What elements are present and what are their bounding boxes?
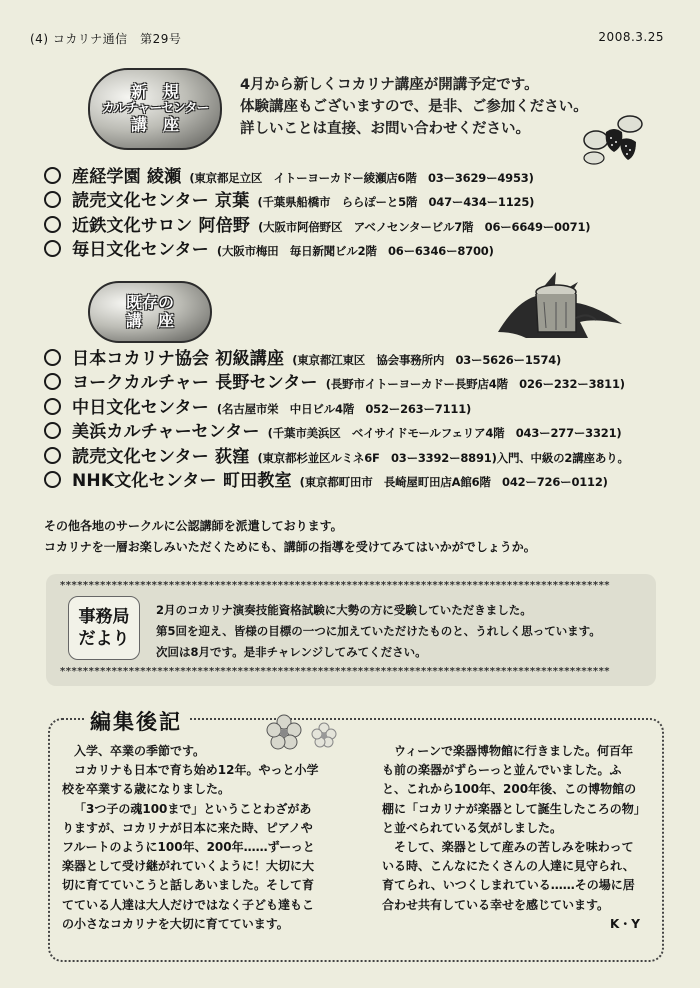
list-item	[44, 393, 629, 417]
course-detail: (千葉市美浜区 ベイサイドモールフェリア4階 043ー277ー3321)	[267, 426, 622, 441]
circle-bullet-icon	[44, 471, 61, 488]
course-name: ヨークカルチャー 長野センター	[72, 373, 318, 394]
intro-line: 体験講座もございますので、是非、ご参加ください。	[240, 99, 588, 115]
intro-line: 4月から新しくコカリナ講座が開講予定です。	[240, 77, 539, 93]
office-news-text	[156, 600, 601, 663]
intro-line: 詳しいことは直接、お問い合わせください。	[240, 121, 530, 137]
signature: K・Y	[610, 916, 640, 931]
news-line: 2月のコカリナ演奏技能資格試験に大勢の方に受験していただきました。	[156, 603, 532, 617]
course-name: 中日文化センター	[72, 397, 209, 418]
paragraph: 入学、卒業の季節です。	[74, 744, 206, 758]
circle-bullet-icon	[44, 167, 61, 184]
course-detail: (千葉県船橋市 ららぽーと5階 047ー434ー1125)	[257, 195, 535, 210]
badge-line: 事務局	[78, 607, 130, 627]
list-item	[44, 368, 629, 392]
circle-note	[44, 516, 536, 558]
course-detail: (東京都町田市 長崎屋町田店A館6階 042ー726ー0112)	[299, 474, 608, 489]
list-item	[44, 186, 590, 210]
editor-column-right	[382, 742, 640, 934]
strawberry-icon	[582, 112, 646, 168]
course-name: 美浜カルチャーセンター	[72, 422, 260, 443]
editor-column-left	[62, 742, 320, 934]
star-divider: ************************************************************************************************	[60, 666, 611, 677]
course-detail: (東京都杉並区ルミネ6F 03ー3392ー8891)入門、中級の2講座あり。	[257, 450, 629, 465]
circle-bullet-icon	[44, 373, 61, 390]
course-name: 毎日文化センター	[72, 240, 209, 261]
circle-bullet-icon	[44, 447, 61, 464]
circle-bullet-icon	[44, 398, 61, 415]
course-name: 産経学園 綾瀬	[72, 167, 182, 187]
star-divider: ************************************************************************************************	[60, 580, 611, 591]
note-line: その他各地のサークルに公認講師を派遣しております。	[44, 519, 343, 533]
list-item	[44, 417, 629, 441]
course-detail: (名古屋市栄 中日ビル4階 052ー263ー7111)	[216, 401, 472, 416]
page-header-date: 2008.3.25	[598, 30, 664, 44]
course-detail: (東京都江東区 協会事務所内 03ー5626ー1574)	[292, 353, 562, 367]
course-detail: (大阪市梅田 毎日新聞ビル2階 06ー6346ー8700)	[216, 244, 494, 259]
news-line: 第5回を迎え、皆様の目標の一つに加えていただけたものと、うれしく思っています。	[156, 624, 601, 638]
existing-courses-list	[44, 344, 629, 490]
course-name: 読売文化センター 京葉	[72, 191, 250, 212]
list-item	[44, 344, 629, 368]
course-name: 近鉄文化サロン 阿倍野	[72, 215, 251, 236]
circle-bullet-icon	[44, 422, 61, 439]
badge-line: だより	[78, 629, 130, 649]
new-courses-list	[44, 162, 590, 260]
editor-postscript-title: 編集後記	[84, 706, 188, 736]
course-name: 読売文化センター 荻窪	[72, 446, 250, 467]
paragraph: 「3つ子の魂100まで」ということわざがありますが、コカリナが日本に来た時、ピアノやフルートのように100年、200年……ずーっと楽器として受け継がれていくように！大切に大切に育てていこうと話しあいました。そして育てている人達は大人だけではなく子ども達もこの小さなコカリナを大切に育てています。	[62, 801, 315, 931]
circle-bullet-icon	[44, 349, 61, 366]
tree-stump-icon	[496, 262, 626, 342]
course-name: NHK文化センター 町田教室	[72, 470, 292, 491]
list-item	[44, 211, 590, 235]
circle-bullet-icon	[44, 240, 61, 257]
news-line: 次回は8月です。是非チャレンジしてみてください。	[156, 645, 427, 659]
circle-bullet-icon	[44, 191, 61, 208]
new-courses-intro	[240, 74, 588, 140]
new-courses-badge	[88, 68, 222, 150]
list-item	[44, 442, 629, 466]
paragraph: ウィーンで楽器博物館に行きました。何百年も前の楽器がずらーっと並んでいました。ふと、これから100年、200年後、この博物館の棚に「コカリナが楽器として誕生したころの物」と並べられている気がしました。	[382, 744, 640, 835]
page-header-issue: (4) コカリナ通信 第29号	[30, 32, 182, 46]
badge-line: 新 規	[130, 82, 179, 102]
circle-bullet-icon	[44, 216, 61, 233]
list-item	[44, 466, 629, 490]
existing-courses-badge	[88, 281, 212, 343]
office-news-badge	[68, 596, 140, 660]
badge-line: 既存の	[125, 292, 174, 312]
list-item	[44, 235, 590, 259]
badge-line: 講 座	[125, 311, 174, 330]
course-detail: (東京都足立区 イトーヨーカドー綾瀬店6階 03ー3629ー4953)	[189, 171, 534, 185]
paragraph: そして、楽器として産みの苦しみを味わっている時、こんなにたくさんの人達に見守られ、育てられ、いつくしまれている……その場に居合わせ共有している幸せを感じています。	[382, 840, 635, 912]
course-name: 日本コカリナ協会 初級講座	[72, 349, 285, 369]
course-detail: (大阪市阿倍野区 アベノセンタービル7階 06ー6649ー0071)	[258, 219, 591, 234]
list-item	[44, 162, 590, 186]
paragraph: コカリナも日本で育ち始め12年。やっと小学校を卒業する歳になりました。	[62, 763, 319, 797]
badge-line: カルチャーセンター	[101, 100, 209, 116]
note-line: コカリナを一層お楽しみいただくためにも、講師の指導を受けてみてはいかがでしょうか。	[44, 540, 536, 554]
course-detail: (長野市イトーヨーカドー長野店4階 026ー232ー3811)	[325, 377, 625, 392]
office-news-box	[46, 574, 656, 686]
badge-line: 講 座	[130, 115, 179, 135]
